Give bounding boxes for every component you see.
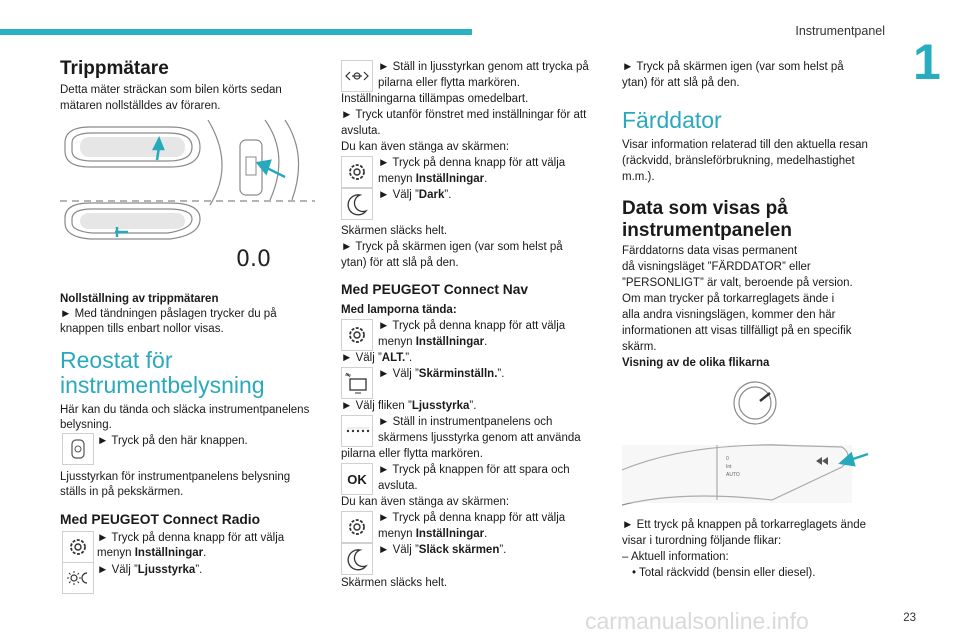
header-accent-bar bbox=[0, 29, 472, 35]
settings-gear-icon bbox=[341, 156, 373, 188]
data-line-7: skärm. bbox=[622, 341, 657, 353]
dark-label: Dark bbox=[418, 189, 445, 201]
trip-intro-2: mätaren nollställdes av föraren. bbox=[60, 100, 221, 112]
stalk-label-0: 0 bbox=[726, 456, 729, 462]
data-line-1: Färddatorns data visas permanent bbox=[622, 245, 798, 257]
radio-step-1b-pre: menyn bbox=[97, 547, 135, 559]
nav-settings-step-b-pre: menyn bbox=[378, 336, 416, 348]
radio-heading: Med PEUGEOT Connect Radio bbox=[60, 512, 261, 527]
data-line-4: Om man trycker på torkarreglagets ände i bbox=[622, 293, 835, 305]
data-line-3: ”PERSONLIGT” är valt, beroende på version. bbox=[622, 277, 853, 289]
tap-again-2: ytan) för att slå på den. bbox=[622, 77, 740, 89]
press-line-2: visar i turordning följande flikar: bbox=[622, 535, 782, 547]
rheostat-intro-2: belysning. bbox=[60, 419, 112, 431]
section-title: Instrumentpanel bbox=[795, 24, 885, 38]
tab-brightness-label: Ljusstyrka bbox=[411, 400, 470, 412]
trip-intro-1: Detta mäter sträckan som bilen körts sedan bbox=[60, 84, 282, 96]
tab-step-pre: ► Välj fliken ” bbox=[341, 400, 412, 412]
off-settings-label: Inställningar bbox=[415, 528, 485, 540]
arrows-icon bbox=[341, 60, 373, 92]
tap-again-1: ► Tryck på skärmen igen (var som helst på bbox=[622, 61, 844, 73]
data-line-2: då visningsläget ”FÄRDDATOR” eller bbox=[622, 261, 811, 273]
dots-slider-icon bbox=[341, 415, 373, 447]
exit-line-1: ► Tryck utanför fönstret med inställningar för att bbox=[341, 109, 587, 121]
radio-step-2-post: ”. bbox=[195, 564, 203, 576]
dark-step-pre: ► Välj ” bbox=[378, 189, 419, 201]
dark-step-post: ”. bbox=[444, 189, 452, 201]
page-number: 23 bbox=[903, 612, 916, 624]
radio-step-1: ► Tryck på denna knapp för att välja bbox=[97, 532, 285, 544]
save-step-1: ► Tryck på knappen för att spara och bbox=[378, 464, 570, 476]
alt-step-post: ”. bbox=[405, 352, 413, 364]
brightness-icon bbox=[62, 562, 94, 594]
settings-label: Inställningar bbox=[415, 173, 485, 185]
off-step-post: ”. bbox=[499, 544, 507, 556]
tabs-heading: Visning av de olika flikarna bbox=[622, 357, 770, 369]
screen-off-line: Skärmen släcks helt. bbox=[341, 225, 448, 237]
settings-gear-icon bbox=[62, 531, 94, 563]
data-line-6: informationen att visas tillfälligt på en specifik bbox=[622, 325, 852, 337]
trip-meter-title: Trippmätare bbox=[60, 58, 169, 79]
adjust-step-3: pilarna eller flytta markören. bbox=[341, 448, 483, 460]
watermark: carmanualsonline.info bbox=[585, 608, 809, 634]
adjust-line-2: ställs in på pekskärmen. bbox=[60, 486, 184, 498]
radio-brightness-label: Ljusstyrka bbox=[137, 564, 196, 576]
data-title-2: instrumentpanelen bbox=[622, 220, 792, 241]
screen-off-label: Släck skärmen bbox=[418, 544, 500, 556]
odometer-reading: 0.0 bbox=[236, 247, 271, 272]
reset-step-1: ► Med tändningen påslagen trycker du på bbox=[60, 308, 277, 320]
alt-label: ALT. bbox=[381, 352, 406, 364]
alt-step-pre: ► Välj ” bbox=[341, 352, 382, 364]
off-done: Skärmen släcks helt. bbox=[341, 577, 448, 589]
off-settings-step: ► Tryck på denna knapp för att välja bbox=[378, 512, 566, 524]
trip-computer-intro-2: (räckvidd, bränsleförbrukning, medelhastighet bbox=[622, 155, 855, 167]
tap-screen-line-2: ytan) för att slå på den. bbox=[341, 257, 459, 269]
settings-gear-icon bbox=[341, 319, 373, 351]
nav-settings-label: Inställningar bbox=[415, 336, 485, 348]
rheostat-title-1: Reostat för bbox=[60, 347, 173, 373]
settings-gear-icon bbox=[341, 511, 373, 543]
nav-heading: Med PEUGEOT Connect Nav bbox=[341, 282, 529, 297]
trip-computer-intro-1: Visar information relaterad till den aktuella resan bbox=[622, 139, 868, 151]
data-title-1: Data som visas på bbox=[622, 198, 788, 219]
chapter-number: 1 bbox=[913, 34, 941, 90]
settings-step: ► Tryck på denna knapp för att välja bbox=[378, 157, 566, 169]
press-line-1: ► Ett tryck på knappen på torkarreglagets ände bbox=[622, 519, 867, 531]
screen-settings-icon bbox=[341, 367, 373, 399]
lamps-on-label: Med lamporna tända: bbox=[341, 304, 457, 316]
arrows-step-1: ► Ställ in ljusstyrkan genom att trycka på bbox=[378, 61, 589, 73]
radio-step-2-pre: ► Välj ” bbox=[97, 564, 138, 576]
press-line-4: • Total räckvidd (bensin eller diesel). bbox=[632, 567, 816, 579]
moon-icon bbox=[341, 543, 373, 575]
press-line-3: – Aktuell information: bbox=[622, 551, 729, 563]
applied-line: Inställningarna tillämpas omedelbart. bbox=[341, 93, 529, 105]
adjust-line-1: Ljusstyrkan för instrumentpanelens belysning bbox=[60, 471, 291, 483]
screen-step-post: ”. bbox=[497, 368, 505, 380]
stalk-label-int: Int bbox=[726, 464, 732, 470]
save-step-2: avsluta. bbox=[378, 480, 418, 492]
rheostat-intro-1: Här kan du tända och släcka instrumentpanelens bbox=[60, 404, 310, 416]
settings-step-b-pre: menyn bbox=[378, 173, 416, 185]
ok-label: OK bbox=[347, 471, 367, 487]
arrows-step-2: pilarna eller flytta markören. bbox=[378, 77, 520, 89]
trip-reset-illustration bbox=[60, 115, 320, 275]
ok-button-icon bbox=[341, 463, 373, 495]
turn-off-intro: Du kan även stänga av skärmen: bbox=[341, 141, 510, 153]
press-button-step: ► Tryck på den här knappen. bbox=[97, 435, 248, 447]
data-line-5: alla andra visningslägen, kommer den här bbox=[622, 309, 836, 321]
adjust-step-2: skärmens ljusstyrka genom att använda bbox=[378, 432, 581, 444]
trip-computer-intro-3: m.m.). bbox=[622, 171, 655, 183]
trip-computer-title: Färddator bbox=[622, 107, 722, 133]
nav-settings-step: ► Tryck på denna knapp för att välja bbox=[378, 320, 566, 332]
off-intro: Du kan även stänga av skärmen: bbox=[341, 496, 510, 508]
stalk-label-auto: AUTO bbox=[726, 472, 740, 478]
rheostat-button-icon bbox=[62, 433, 94, 465]
adjust-step-1: ► Ställ in instrumentpanelens och bbox=[378, 416, 553, 428]
screen-settings-label: Skärminställn. bbox=[418, 368, 498, 380]
tab-step-post: ”. bbox=[469, 400, 477, 412]
exit-line-2: avsluta. bbox=[341, 125, 381, 137]
moon-icon bbox=[341, 188, 373, 220]
tap-screen-line-1: ► Tryck på skärmen igen (var som helst på bbox=[341, 241, 563, 253]
off-step-pre: ► Välj ” bbox=[378, 544, 419, 556]
radio-settings-label: Inställningar bbox=[134, 547, 204, 559]
wiper-stalk-illustration bbox=[622, 375, 887, 510]
reset-heading: Nollställning av trippmätaren bbox=[60, 293, 219, 305]
off-settings-step-b-pre: menyn bbox=[378, 528, 416, 540]
reset-step-2: knappen tills enbart nollor visas. bbox=[60, 323, 224, 335]
rheostat-title-2: instrumentbelysning bbox=[60, 372, 265, 398]
screen-step-pre: ► Välj ” bbox=[378, 368, 419, 380]
stalk-labels bbox=[726, 455, 740, 479]
